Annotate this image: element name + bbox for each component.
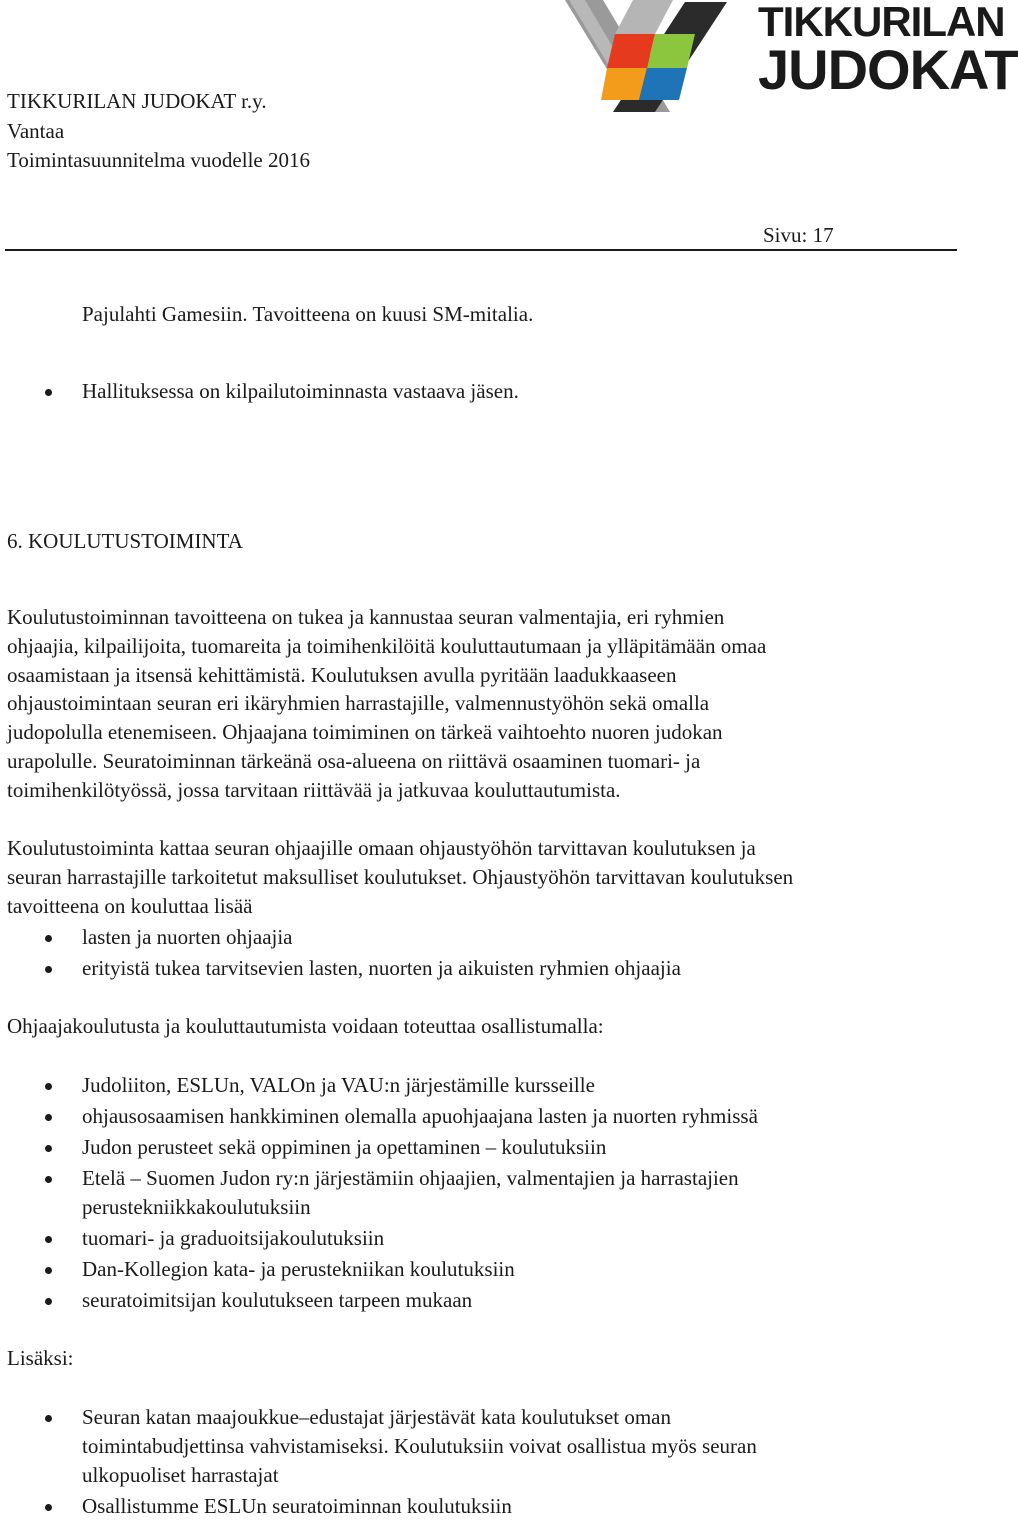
plan-title: Toimintasuunnitelma vuodelle 2016 [7,148,310,172]
list-item: Judon perusteet sekä oppiminen ja opettaminen – koulutuksiin [0,1133,960,1162]
paragraph-line: urapolulle. Seuratoiminnan tärkeänä osa-alueena on riittävä osaaminen tuomari- ja [7,748,701,773]
list-item: Hallituksessa on kilpailutoiminnasta vastaava jäsen. [0,377,960,406]
org-name: TIKKURILAN JUDOKAT r.y. [7,89,267,113]
paragraph-3: Ohjaajakoulutusta ja kouluttautumista voidaan toteuttaa osallistumalla: [7,1014,604,1038]
paragraph-line: tavoitteena on kouluttaa lisää [7,893,253,918]
top-bullet-list [0,377,960,406]
paragraph-line: ohjaustoimintaan seuran eri ikäryhmien harrastajille, valmennustyöhön sekä omalla [7,691,710,716]
bullet-list-2 [0,1071,960,1315]
list-item [0,1403,960,1490]
logo-text-line2: JUDOKAT [758,38,1018,101]
paragraph-line: toimihenkilötyössä, jossa tarvitaan riittävää ja jatkuvaa kouluttautumista. [7,777,621,802]
list-item: erityistä tukea tarvitsevien lasten, nuorten ja aikuisten ryhmien ohjaajia [0,954,960,983]
list-item: tuomari- ja graduoitsijakoulutuksiin [0,1224,960,1253]
continuation-text: Pajulahti Gamesiin. Tavoitteena on kuusi SM-mitalia. [82,302,534,326]
judo-cross-icon [555,0,755,112]
list-item-line: perustekniikkakoulutuksiin [82,1195,311,1219]
paragraph-line: judopolulla etenemiseen. Ohjaajana toimiminen on tärkeä vaihtoehto nuoren judokan [7,720,723,745]
paragraph-2 [7,834,957,920]
paragraph-line: Koulutustoiminta kattaa seuran ohjaajille omaan ohjaustyöhön tarvittavan koulutuksen ja [7,836,756,860]
paragraph-1 [7,603,957,805]
bullet-list-1 [0,923,960,983]
city: Vantaa [7,119,65,143]
list-item-line: Etelä – Suomen Judon ry:n järjestämiin ohjaajien, valmentajien ja harrastajien [82,1166,739,1190]
paragraph-line: seuran harrastajille tarkoitetut maksulliset koulutukset. Ohjaustyöhön tarvittavan koulutuksen [7,864,794,889]
list-item: Dan-Kollegion kata- ja perustekniikan koulutuksiin [0,1255,960,1284]
lisaksi-label: Lisäksi: [7,1346,74,1370]
list-item: Judoliiton, ESLUn, VALOn ja VAU:n järjestämille kursseille [0,1071,960,1100]
list-item [0,1164,960,1222]
bullet-list-3 [0,1403,960,1521]
list-item: lasten ja nuorten ohjaajia [0,923,960,952]
paragraph-line: osaamistaan ja itsensä kehittämistä. Koulutuksen avulla pyritään laadukkaaseen [7,662,677,687]
header-divider [5,249,957,251]
list-item-line: toimintabudjettinsa vahvistamiseksi. Koulutuksiin voivat osallistua myös seuran [82,1434,757,1458]
paragraph-line: ohjaajia, kilpailijoita, tuomareita ja toimihenkilöitä kouluttautumaan ja ylläpitämään omaa [7,633,767,658]
list-item: ohjausosaamisen hankkiminen olemalla apuohjaajana lasten ja nuorten ryhmissä [0,1102,960,1131]
club-logo [555,0,1018,112]
list-item: Osallistumme ESLUn seuratoiminnan koulutuksiin [0,1492,960,1521]
section-heading: 6. KOULUTUSTOIMINTA [7,529,243,553]
page-number: Sivu: 17 [763,223,834,247]
list-item: seuratoimitsijan koulutukseen tarpeen mukaan [0,1286,960,1315]
paragraph-line: Koulutustoiminnan tavoitteena on tukea ja kannustaa seuran valmentajia, eri ryhmien [7,605,725,629]
list-item-line: Seuran katan maajoukkue–edustajat järjestävät kata koulutukset oman [82,1405,671,1429]
list-item-line: ulkopuoliset harrastajat [82,1463,279,1487]
logo-text-line1: TIKKURILAN [758,0,1005,45]
